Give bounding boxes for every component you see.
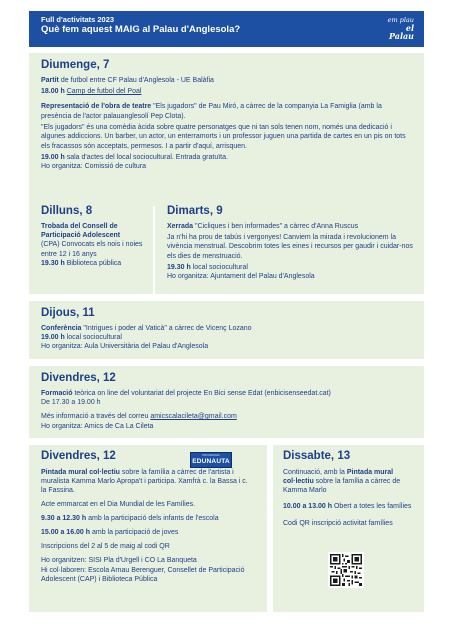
saturday-time: 10.00 a 13.00 h xyxy=(283,502,333,510)
match-place-link[interactable]: Camp de futbol del Poal xyxy=(66,88,142,96)
badge-small-text: PROGRAMA xyxy=(202,453,220,457)
theatre-when-line xyxy=(41,153,412,162)
mural-organizer: Ho organitzen: SISI Pla d'Urgell i CO La Banqueta xyxy=(41,557,197,565)
saturday-bold: Pintada mural col·lectiu xyxy=(283,468,394,486)
slot2-text: amb la participació de joves xyxy=(90,528,179,536)
day-heading: Divendres, 12 xyxy=(41,450,116,462)
monday-column xyxy=(41,205,147,270)
monday-place: Biblioteca pública xyxy=(64,259,122,267)
tuesday-time: 19.30 h xyxy=(167,264,191,272)
event-box-friday-mural xyxy=(29,445,267,612)
match-time: 18.00 h xyxy=(41,88,65,96)
day-heading: Diumenge, 7 xyxy=(41,59,110,71)
mural-text: sobre la família a càrrec de l'artista i muralista Kamma Marlo Apropa't i participa. Xamfrà c. la Bassa i c. la Fassina. xyxy=(41,468,248,495)
saturday-pre: Continuació, amb la xyxy=(283,468,347,476)
event-box-friday-training xyxy=(29,366,424,438)
slot2-time: 15.00 a 16.00 h xyxy=(41,528,91,536)
mural-collaborators: Hi col·laboren: Escola Arnau Berenguer, Consellet de Participació Adolescent (CAP) i Biblioteca Pública xyxy=(41,566,245,583)
event-box-thursday xyxy=(29,301,424,359)
friday-training-text: teòrica on line del voluntariat del projecte En Bici sense Edat (enbicisenseedat.cat) xyxy=(72,389,331,397)
saturday-time-text: Obert a totes les famílies xyxy=(332,502,412,510)
match-text: de futbol entre CF Palau d'Anglesola - UE Balàfia xyxy=(58,76,214,84)
slot1-time: 9.30 a 12.30 h xyxy=(41,514,87,522)
theatre-place: sala d'actes del local sociocultural. Entrada gratuïta. xyxy=(64,154,228,161)
tuesday-column xyxy=(167,205,417,284)
day-heading: Dijous, 11 xyxy=(41,307,95,319)
day-heading: Dimarts, 9 xyxy=(167,205,223,217)
qr-code-graphic xyxy=(330,554,362,586)
slot1-text: amb la participació dels infants de l'escola xyxy=(86,514,219,522)
day-heading: Dissabte, 13 xyxy=(283,450,351,462)
monday-title: Trobada del Consell de Participació Adolescent xyxy=(41,222,121,240)
tuesday-place: local sociocultural xyxy=(190,264,248,272)
tuesday-text: "Cicliques i ben informades" a càrrec d'Anna Ruscus xyxy=(193,222,359,230)
friday-training-organizer: Ho organitza: Amics de Ca La Cileta xyxy=(41,422,154,430)
friday-training-hours: De 17.30 a 19.00 h xyxy=(41,399,101,407)
tuesday-organizer: Ho organitza: Ajuntament del Palau d'Anglesola xyxy=(167,273,315,281)
badge-main-text: EDUNAUTA xyxy=(192,458,230,465)
thursday-bold: Conferència xyxy=(41,324,82,332)
mural-slot-1 xyxy=(41,514,255,523)
mural-signup: Inscripcions del 2 al 5 de maig al codi QR xyxy=(41,543,170,551)
email-link[interactable]: amicscalacileta@gmail.com xyxy=(150,413,237,421)
mural-line xyxy=(41,468,255,496)
match-line xyxy=(41,76,412,85)
mural-bold: Pintada mural col·lectiu xyxy=(41,468,120,476)
mural-frame: Acte emmarcat en el Dia Mundial de les Famílies. xyxy=(41,500,196,508)
match-when-line xyxy=(41,87,412,96)
logo-line-bottom: el Palau xyxy=(388,22,414,42)
mural-slot-2 xyxy=(41,528,255,537)
theatre-line xyxy=(41,102,412,120)
theatre-text: "Els jugadors" de Pau Miró, a càrrec de la companyia La Famiglia (amb la presència de l'actor palauanglesolí Pep Clota). xyxy=(41,103,382,120)
day-heading: Divendres, 12 xyxy=(41,372,116,384)
thursday-place: local sociocultural xyxy=(64,334,122,342)
day-heading: Dilluns, 8 xyxy=(41,205,93,217)
em-plau-logo xyxy=(380,17,414,41)
thursday-line xyxy=(41,324,412,333)
logo-line-top: em plau xyxy=(387,16,414,24)
thursday-organizer: Ho organitza: Aula Universitària del Palau d'Anglesola xyxy=(41,343,209,351)
monday-time: 19.30 h xyxy=(41,259,65,267)
theatre-description: "Els jugadors" és una comèdia àcida sobre quatre personatges que ni tan sols tenen nom, només una dedicació i algunes addiccions. Un barber, un actor, un enterramorts i un professor juguen una partida de cartes en un pis on tots els fracassos són acceptats, permesos. I a partir d'aquí, arrisquen. xyxy=(41,124,406,150)
friday-training-line xyxy=(41,389,412,398)
saturday-line xyxy=(283,468,414,496)
tuesday-when xyxy=(167,263,417,272)
tuesday-bold: Xerrada xyxy=(167,222,194,230)
saturday-text: sobre la família a càrrec de Kamma Marlo xyxy=(283,478,401,495)
tuesday-description: Ja n'hi ha prou de tabús i vergonyes! Canviem la mirada i revolucionem la vivència menstrual. Descobrim totes les eines i recursos per gaudir i cuidar-nos els dies de menstruació. xyxy=(167,234,413,260)
match-bold: Partit xyxy=(41,76,59,84)
thursday-text: "Intrigues i poder al Vaticà" a càrrec de Vicenç Lozano xyxy=(81,324,252,332)
thursday-time: 19.00 h xyxy=(41,334,65,342)
thursday-when xyxy=(41,333,412,342)
theatre-time: 19.00 h xyxy=(41,154,65,161)
edunauta-badge xyxy=(190,452,232,468)
qr-code-icon[interactable] xyxy=(328,552,364,588)
info-prefix: Més informació a través del correu xyxy=(41,413,151,421)
monday-text: (CPA) Convocats els nois i noies entre 12 i 16 anys xyxy=(41,241,143,258)
header-kicker: Full d'activitats 2023 xyxy=(41,15,115,24)
qr-label: Codi QR inscripció activitat famílies xyxy=(283,519,393,527)
theatre-organizer: Ho organitza: Comissió de cultura xyxy=(41,163,147,171)
column-divider xyxy=(153,206,155,294)
monday-when xyxy=(41,259,147,268)
friday-training-bold: Formació xyxy=(41,389,73,397)
theatre-bold: Representació de l'obra de teatre xyxy=(41,103,152,111)
friday-training-info xyxy=(41,412,412,421)
tuesday-line xyxy=(167,222,417,231)
event-box-sunday xyxy=(29,53,424,198)
page-title: Què fem aquest MAIG al Palau d'Anglesola? xyxy=(41,24,241,36)
saturday-when xyxy=(283,502,414,511)
header-banner xyxy=(29,11,424,47)
